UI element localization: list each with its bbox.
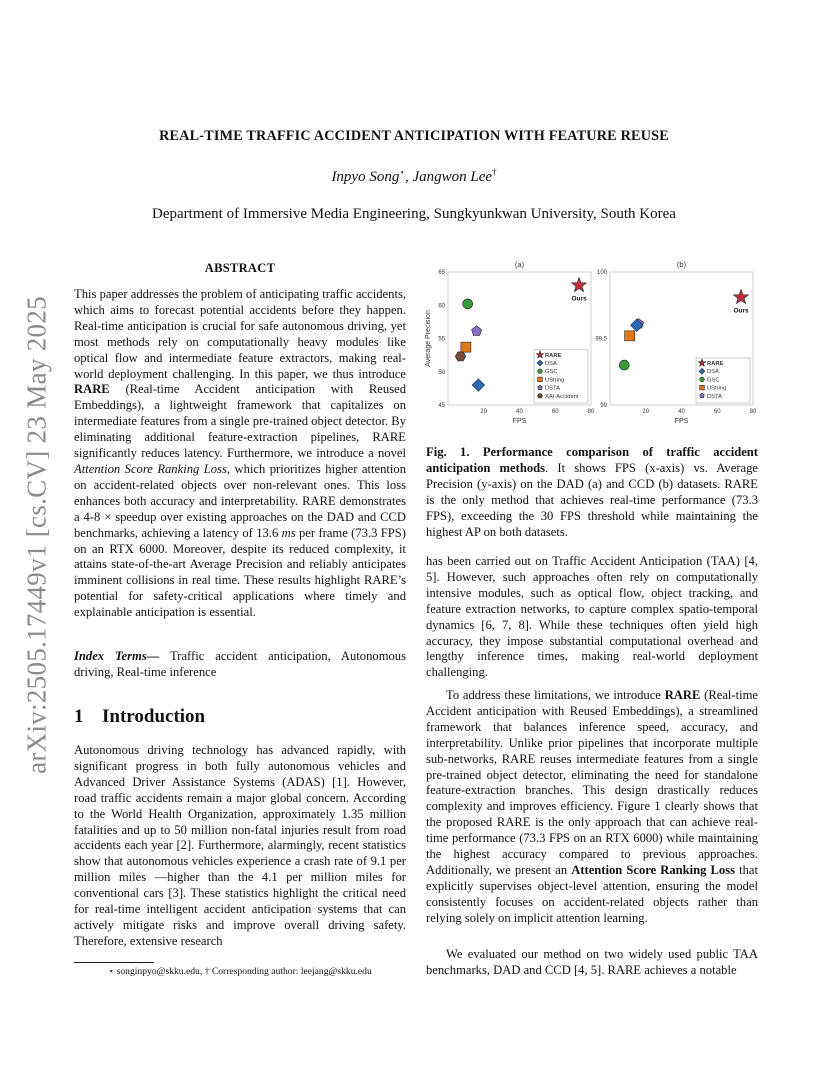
abstract-part-3: , which prioritizes higher attention on accident-related objects over non-relevant ones. This loss enhances both accuracy and interpretability. RARE demonstrates a 4-8 × speedup over existing approaches on the DAD and CCD benchmarks, achieving a latency of 13.6 bbox=[74, 461, 406, 540]
panel-a-legend-label: UString bbox=[545, 377, 565, 384]
section-number: 1 bbox=[74, 706, 84, 727]
section-heading-introduction bbox=[74, 706, 205, 728]
panel-a-xtick: 40 bbox=[516, 409, 523, 415]
panel-a-ylabel: Average Precision bbox=[425, 310, 432, 367]
abstract-part-4: per frame (73.3 FPS) on an RTX 6000. Moreover, despite its reduced complexity, it attains state-of-the-art Average Precision and reliably anticipates imminent collisions in real time. These results highlight RARE’s potential for safety-critical applications where timely and explainable anticipation is essential. bbox=[74, 525, 406, 620]
panel-b-legend-label: DSTA bbox=[707, 393, 723, 400]
panel-a-xlabel: FPS bbox=[512, 418, 527, 425]
figure-caption bbox=[426, 445, 758, 540]
panel-b-legend-marker bbox=[700, 385, 705, 390]
panel-b-legend-marker bbox=[700, 377, 705, 382]
panel-a-point-gsc bbox=[463, 299, 473, 309]
caption-label: Fig. 1 bbox=[426, 445, 467, 459]
arxiv-identifier: arXiv:2505.17449v1 [cs.CV] 23 May 2025 bbox=[21, 296, 52, 774]
author-2-mark: † bbox=[492, 167, 497, 177]
p2-loss-name: Attention Score Ranking Loss bbox=[571, 862, 736, 877]
arxiv-side-banner bbox=[17, 295, 57, 775]
panel-b-point-gsc bbox=[619, 360, 629, 370]
abstract-part-2: (Real-time Accident anticipation with Reused Embeddings), a lightweight framework that capitalizes on intermediate features from a single pre-trained object detector. By eliminating additional feature-extraction pipelines, RARE significantly reduces latency. Furthermore, we introduce a novel bbox=[74, 382, 406, 461]
panel-b-ytick: 99 bbox=[600, 403, 607, 409]
panel-b-title: (b) bbox=[676, 260, 687, 269]
panel-b-ytick: 100 bbox=[596, 270, 607, 276]
caption-bold-title: . Performance comparison of traffic accident anticipation methods bbox=[426, 445, 758, 475]
author-list bbox=[0, 167, 828, 186]
panel-b-point-ustring bbox=[625, 331, 635, 341]
introduction-body: Autonomous driving technology has advanced rapidly, with significant progress in both fully autonomous vehicles and Advanced Driver Assistance Systems (ADAS) [1]. However, road traffic accidents remain a major global concern. According to the World Health Organization, approximately 1.35 million fatalities and up to 50 million non-fatal injuries result from road accidents each year [2]. Furthermore, alarmingly, recent statistics show that autonomous vehicles experience a crash rate of 9.1 per million miles —higher than the 4.1 per million miles for conventional cars [3]. These statistics highlight the critical need for real-time intelligent accident anticipation systems that can actively mitigate risks and improve overall driving safety. Therefore, extensive research bbox=[74, 743, 406, 948]
author-1-mark: ⋆ bbox=[399, 167, 405, 177]
panel-a-legend-label: RARE bbox=[545, 352, 562, 359]
panel-a-ytick: 55 bbox=[438, 336, 445, 343]
figure-1 bbox=[418, 256, 758, 426]
author-separator: , bbox=[404, 169, 413, 185]
panel-b-xtick: 60 bbox=[713, 409, 721, 415]
panel-a-xtick: 60 bbox=[551, 409, 559, 415]
panel-a-legend-marker bbox=[538, 394, 543, 398]
caption-text: . It shows FPS (x-axis) vs. Average Precision (y-axis) on the DAD (a) and CCD (b) datasets. RARE is the only method that achieves real-time performance (73.3 FPS), exceeding the 30 FPS threshold while maintaining the highest AP on both datasets. bbox=[426, 460, 758, 539]
p2-rare: RARE bbox=[664, 688, 701, 702]
panel-b-point-label-ours: Ours bbox=[733, 307, 749, 315]
right-column-paragraph-1: has been carried out on Traffic Accident Anticipation (TAA) [4, 5]. However, such approaches often rely on computationally intensive modules, such as optical flow, object tracking, and feature extraction networks, to capture complex spatio-temporal dynamics [6, 7, 8]. While these techniques often yield high accuracy, they impose substantial computational overhead and lengthy inference times, making real-world deployment challenging. bbox=[426, 554, 758, 680]
panel-a-title: (a) bbox=[514, 260, 525, 269]
panel-b-legend-label: GSC bbox=[707, 377, 720, 384]
panel-a-xtick: 80 bbox=[587, 409, 595, 415]
panel-b-xlabel: FPS bbox=[674, 418, 689, 425]
author-1: Inpyo Song bbox=[331, 169, 400, 185]
panel-a-legend-marker bbox=[538, 377, 543, 382]
abstract-ms-unit: ms bbox=[281, 525, 296, 540]
abstract-part-1: This paper addresses the problem of anticipating traffic accidents, which aims to forecast potential accidents before they happen. Real-time anticipation is crucial for safe autonomous driving, yet most methods rely on computationally heavy modules like optical flow and intermediate feature extractors, making real-world deployment challenging. In this paper, we thus introduce bbox=[74, 287, 406, 381]
panel-a-xtick: 20 bbox=[480, 409, 488, 415]
right-column-paragraph-3: We evaluated our method on two widely used public TAA benchmarks, DAD and CCD [4, 5]. RARE achieves a notable bbox=[426, 947, 758, 977]
panel-a-legend-marker bbox=[538, 369, 543, 374]
index-terms-text: Traffic accident anticipation, Autonomous driving, Real-time inference bbox=[74, 649, 406, 679]
panel-b-ytick: 99.5 bbox=[595, 336, 607, 343]
right-column-paragraph-2 bbox=[426, 688, 758, 927]
panel-a-point-label-ours: Ours bbox=[571, 295, 587, 303]
panel-a-ytick: 45 bbox=[438, 403, 445, 409]
panel-b-legend-label: UString bbox=[707, 385, 727, 392]
p2-part-b: (Real-time Accident anticipation with Reused Embeddings), a streamlined framework that balances inference speed, accuracy, and interpretability. Unlike prior pipelines that incorporate multiple sub-networks, RARE reuses intermediate features from a single pre-trained object detector, eliminating the need for standalone feature-extraction branches. This design drastically reduces complexity and improves efficiency. Figure 1 clearly shows that the proposed RARE is the only approach that can achieve real-time performance (73.3 FPS on an RTX 6000) while maintaining the highest accuracy compared to previous approaches. Additionally, we present an bbox=[426, 688, 759, 877]
footnote-rule bbox=[74, 962, 154, 963]
p2-part-a: To address these limitations, we introduce bbox=[446, 688, 665, 702]
abstract-loss-name: Attention Score Ranking Loss bbox=[74, 461, 227, 476]
panel-a-point-ustring bbox=[461, 342, 471, 352]
panel-a-ytick: 65 bbox=[438, 270, 445, 276]
panel-b-xtick: 80 bbox=[749, 409, 757, 415]
abstract-body bbox=[74, 287, 406, 621]
panel-a-ytick: 60 bbox=[438, 303, 445, 310]
author-2: Jangwon Lee bbox=[412, 169, 493, 185]
section-title: Introduction bbox=[102, 706, 206, 727]
footnote: ⋆ songinpyo@skku.edu, † Corresponding author: leejang@skku.edu bbox=[108, 966, 372, 977]
panel-b-legend-label: RARE bbox=[707, 361, 724, 367]
p2-part-c: that explicitly supervises object-level attention, ensuring the model consistently focuses on accident-related objects rather than relying solely on implicit attention learning. bbox=[426, 862, 758, 925]
affiliation: Department of Immersive Media Engineering, Sungkyunkwan University, South Korea bbox=[152, 206, 676, 222]
panel-a-legend-label: DSA bbox=[545, 361, 557, 367]
panel-a-point-xai-accident bbox=[455, 352, 466, 361]
panel-a-legend-label: GSC bbox=[545, 369, 558, 376]
panel-a-legend-label: DSTA bbox=[545, 385, 561, 392]
abstract-heading: ABSTRACT bbox=[204, 261, 276, 275]
paper-title: REAL-TIME TRAFFIC ACCIDENT ANTICIPATION WITH FEATURE REUSE bbox=[159, 128, 669, 144]
abstract-rare: RARE bbox=[74, 382, 110, 397]
index-terms bbox=[74, 649, 406, 681]
panel-a-legend-label: XAI-Accident bbox=[545, 393, 579, 400]
panel-b-legend-label: DSA bbox=[707, 369, 719, 376]
panel-b-xtick: 20 bbox=[642, 409, 650, 415]
figure-1-plots bbox=[418, 256, 758, 426]
panel-b-xtick: 40 bbox=[678, 409, 685, 415]
panel-a-ytick: 50 bbox=[438, 369, 445, 376]
index-terms-lead: Index Terms— bbox=[74, 649, 160, 663]
